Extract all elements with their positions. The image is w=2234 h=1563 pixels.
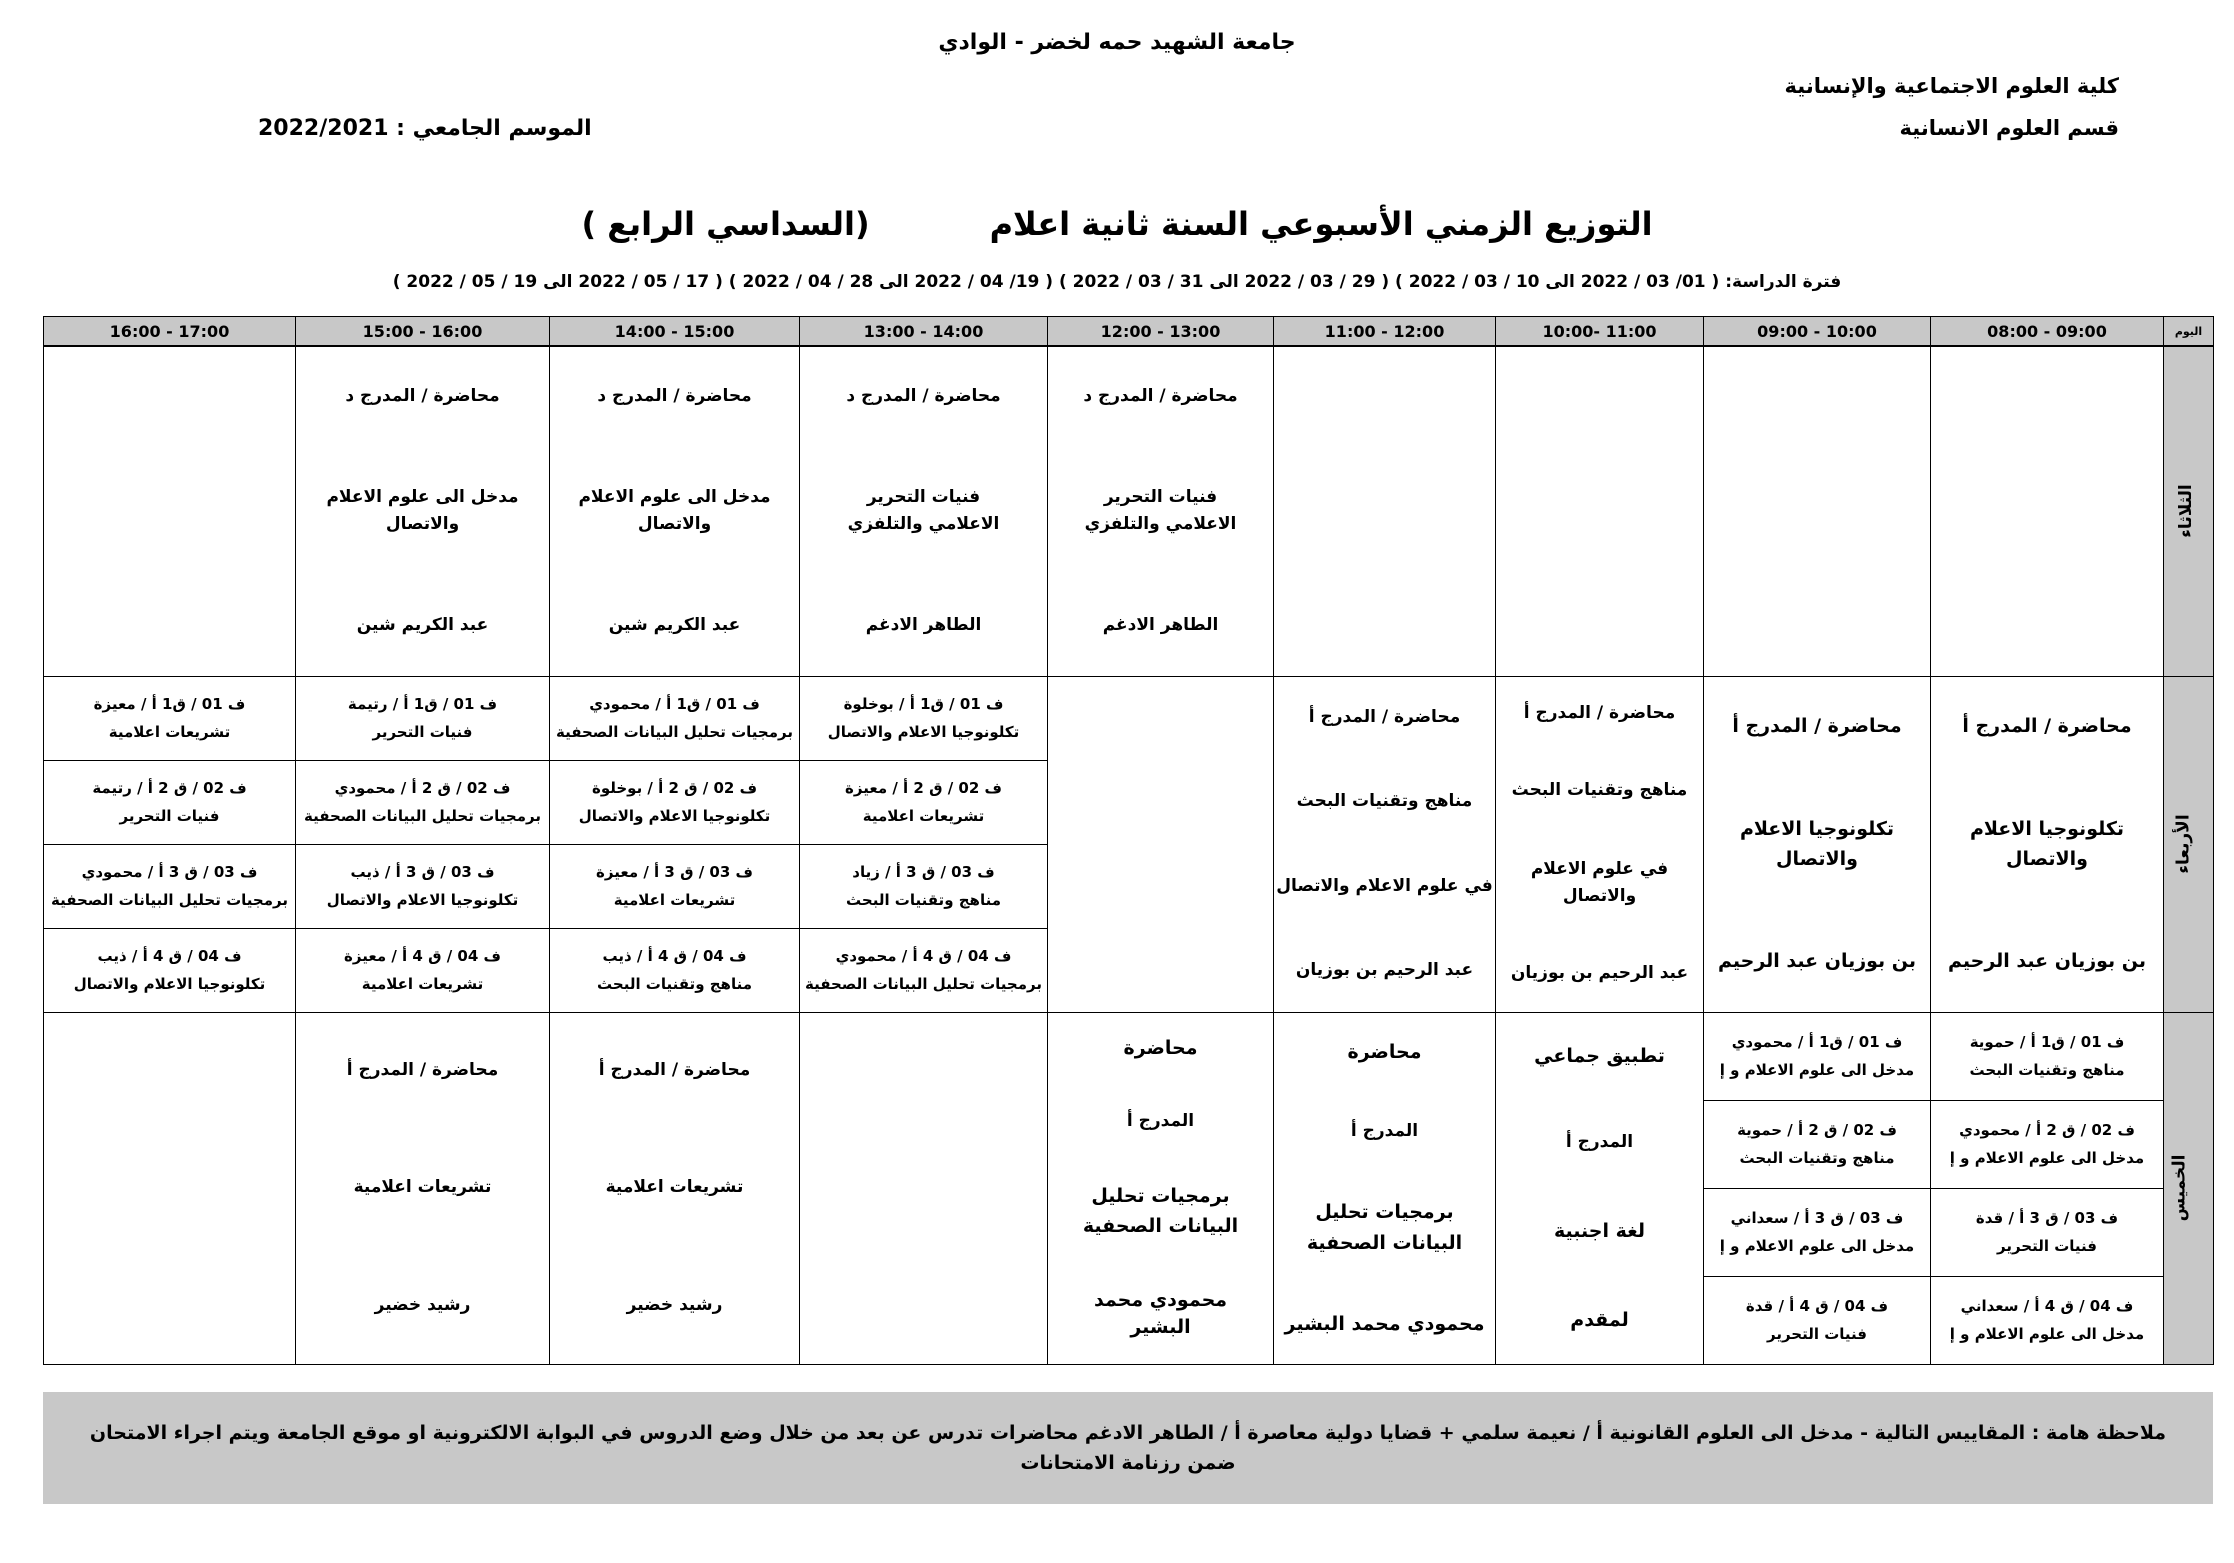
title-main: التوزيع الزمني الأسبوعي السنة ثانية اعلام xyxy=(989,205,1653,243)
lecture-type: محاضرة / المدرج أ xyxy=(1308,706,1461,727)
professor: رشيد خضير xyxy=(374,1294,471,1315)
professor: عبد الكريم شين xyxy=(356,614,489,635)
time-header-row xyxy=(44,317,2214,347)
wed-slot-7-group-4 xyxy=(550,928,800,1012)
university-name: جامعة الشهيد حمه لخضر - الوادي xyxy=(938,30,1296,55)
tue-slot-9 xyxy=(44,346,296,676)
time-slot-3: 11:00 -10:00 xyxy=(1496,317,1704,347)
lecture-type: محاضرة / المدرج أ xyxy=(346,1059,499,1080)
faculty-name: كلية العلوم الاجتماعية والإنسانية xyxy=(1784,74,2119,98)
time-slot-4: 12:00 - 11:00 xyxy=(1274,317,1496,347)
group-info: ف 03 / ق 3 أ / محمودي xyxy=(81,862,258,881)
subject-cont: البيانات الصحفية xyxy=(1306,1231,1463,1254)
subject: برمجيات تحليل xyxy=(1091,1184,1230,1207)
tue-slot-2 xyxy=(1704,346,1931,676)
professor-cont: البشير xyxy=(1130,1316,1191,1338)
subject: فنيات التحرير xyxy=(1103,487,1218,508)
day-thursday: الخميس xyxy=(2164,1012,2214,1364)
day-tuesday: الثلاثاء xyxy=(2164,346,2214,676)
tue-slot-6 xyxy=(800,346,1048,676)
wed-slot-7-group-1 xyxy=(550,676,800,760)
subject-cont: الاعلامي والتلفزي xyxy=(847,514,1000,535)
subject-cont: في علوم الاعلام والاتصال xyxy=(1530,859,1669,907)
professor: محمودي محمد البشير xyxy=(1284,1312,1485,1335)
lecture-type: محاضرة / المدرج أ xyxy=(1732,715,1902,738)
time-slot-9: 17:00 - 16:00 xyxy=(44,317,296,347)
subject: لغة اجنبية xyxy=(1554,1220,1645,1243)
group-subject: فنيات التحرير xyxy=(1767,1325,1867,1343)
group-subject: مدخل الى علوم الاعلام و إ xyxy=(1949,1149,2145,1167)
wed-slot-6-group-4 xyxy=(800,928,1048,1012)
professor: الطاهر الادغم xyxy=(1102,614,1219,635)
wed-slot-8-group-2 xyxy=(296,760,550,844)
subject-cont: والاتصال xyxy=(637,514,712,535)
group-info: ف 03 / ق 3 أ / سعداني xyxy=(1730,1208,1904,1227)
thu-slot-1-group-2 xyxy=(1931,1100,2164,1188)
room: المدرج أ xyxy=(1126,1110,1195,1131)
room: المدرج أ xyxy=(1350,1120,1419,1141)
subject: برمجيات تحليل xyxy=(1315,1201,1454,1224)
professor: محمودي محمد xyxy=(1093,1289,1228,1312)
group-info: ف 03 / ق 3 أ / زياد xyxy=(852,862,995,881)
lecture-type: تطبيق جماعي xyxy=(1534,1044,1665,1067)
group-subject: تشريعات اعلامية xyxy=(361,975,484,993)
thu-slot-8 xyxy=(296,1012,550,1364)
tue-slot-7 xyxy=(550,346,800,676)
group-info: ف 03 / ق 3 أ / قدة xyxy=(1975,1208,2119,1227)
wed-slot-7-group-3 xyxy=(550,844,800,928)
group-info: ف 04 / ق 4 أ / قدة xyxy=(1745,1296,1889,1315)
professor: بن بوزيان عبد الرحيم xyxy=(1717,950,1917,973)
subject: تشريعات اعلامية xyxy=(605,1177,744,1198)
thu-slot-7 xyxy=(550,1012,800,1364)
lecture-type: محاضرة xyxy=(1347,1040,1422,1063)
thu-slot-2-group-3 xyxy=(1704,1188,1931,1276)
wed-slot-8-group-4 xyxy=(296,928,550,1012)
group-info: ف 01 / ق1 أ / معيزة xyxy=(93,694,246,713)
group-subject: تشريعات اعلامية xyxy=(862,807,985,825)
thu-slot-4 xyxy=(1274,1012,1496,1364)
schedule-table xyxy=(43,316,2214,1365)
group-subject: تكلونوجيا الاعلام والاتصال xyxy=(73,975,266,993)
lecture-type: محاضرة / المدرج أ xyxy=(1523,703,1676,724)
group-info: ف 04 / ق 4 أ / محمودي xyxy=(835,946,1012,965)
professor: الطاهر الادغم xyxy=(865,614,982,635)
time-slot-6: 14:00 - 13:00 xyxy=(800,317,1048,347)
room: المدرج أ xyxy=(1565,1132,1634,1153)
tuesday-row xyxy=(44,346,2214,676)
thu-slot-2-group-2 xyxy=(1704,1100,1931,1188)
wed-slot-9-group-3 xyxy=(44,844,296,928)
department-name: قسم العلوم الانسانية xyxy=(1899,116,2119,140)
professor: عبد الكريم شين xyxy=(608,614,741,635)
wed-slot-3 xyxy=(1496,676,1704,1012)
lecture-type: محاضرة / المدرج د xyxy=(345,385,500,406)
lecture-type: محاضرة / المدرج د xyxy=(846,385,1001,406)
professor: لمقدم xyxy=(1570,1308,1629,1331)
group-info: ف 02 / ق 2 أ / بوخلوة xyxy=(591,778,758,797)
wed-slot-1 xyxy=(1931,676,2164,1012)
group-info: ف 03 / ق 3 أ / معيزة xyxy=(596,862,753,881)
group-subject: مناهج وتقنيات البحث xyxy=(1739,1149,1895,1167)
note-line-2: ضمن رزنامة الامتحانات xyxy=(1020,1452,1236,1474)
title-semester: (السداسي الرابع ) xyxy=(581,205,870,243)
thu-slot-9 xyxy=(44,1012,296,1364)
group-subject: تكلونوجيا الاعلام والاتصال xyxy=(827,723,1020,741)
wed-slot-2 xyxy=(1704,676,1931,1012)
study-period: فترة الدراسة: ( 01/ 03 / 2022 الى 10 / 03 / 2022 ) ( 29 / 03 / 2022 الى 31 / 03 / 2022 ) ( 19/ 04 / 2022 الى 28 / 04 / 2022 ) ( 17 / 05 / 2022 الى 19 / 05 / 2022 ) xyxy=(392,272,1842,292)
wed-slot-5 xyxy=(1048,676,1274,1012)
page-title xyxy=(0,205,2234,243)
professor: عبد الرحيم بن بوزيان xyxy=(1510,962,1689,983)
thu-slot-5 xyxy=(1048,1012,1274,1364)
professor: رشيد خضير xyxy=(626,1294,723,1315)
wed-slot-8-group-3 xyxy=(296,844,550,928)
group-info: ف 03 / ق 3 أ / ذيب xyxy=(350,862,495,881)
thu-slot-1-group-4 xyxy=(1931,1276,2164,1364)
subject: مناهج وتقنيات البحث xyxy=(1511,780,1688,801)
group-subject: تكلونوجيا الاعلام والاتصال xyxy=(578,807,771,825)
group-info: ف 02 / ق 2 أ / معيزة xyxy=(845,778,1002,797)
tue-slot-3 xyxy=(1496,346,1704,676)
group-info: ف 04 / ق 4 أ / معيزة xyxy=(344,946,501,965)
group-info: ف 01 / ق1 أ / محمودي xyxy=(1731,1032,1903,1051)
wed-slot-7-group-2 xyxy=(550,760,800,844)
day-column-header: اليوم xyxy=(2164,317,2214,347)
time-slot-1: 09:00 - 08:00 xyxy=(1931,317,2164,347)
group-info: ف 01 / ق1 أ / محمودي xyxy=(589,694,760,713)
subject-cont: الاعلامي والتلفزي xyxy=(1084,514,1237,535)
professor: بن بوزيان عبد الرحيم xyxy=(1947,950,2147,973)
thu-slot-2-group-4 xyxy=(1704,1276,1931,1364)
subject: تكلونوجيا الاعلام والاتصال xyxy=(1969,817,2125,870)
wed-slot-6-group-3 xyxy=(800,844,1048,928)
subject: فنيات التحرير xyxy=(866,487,981,508)
lecture-type: محاضرة / المدرج د xyxy=(597,385,752,406)
time-slot-5: 13:00 - 12:00 xyxy=(1048,317,1274,347)
lecture-type: محاضرة / المدرج د xyxy=(1083,385,1238,406)
group-subject: مناهج وتقنيات البحث xyxy=(846,891,1001,909)
group-info: ف 02 / ق 2 أ / محمودي xyxy=(334,778,511,797)
thu-slot-2-group-1 xyxy=(1704,1012,1931,1100)
subject-cont: البيانات الصحفية xyxy=(1082,1215,1239,1238)
thu-slot-3 xyxy=(1496,1012,1704,1364)
tue-slot-8 xyxy=(296,346,550,676)
group-info: ف 04 / ق 4 أ / ذيب xyxy=(602,946,747,965)
group-subject: مدخل الى علوم الاعلام و إ xyxy=(1719,1237,1915,1255)
group-subject: برمجيات تحليل البيانات الصحفية xyxy=(50,891,288,909)
group-subject: مدخل الى علوم الاعلام و إ xyxy=(1949,1325,2145,1343)
group-info: ف 01 / ق1 أ / حموية xyxy=(1969,1032,2125,1051)
group-info: ف 04 / ق 4 أ / ذيب xyxy=(97,946,242,965)
wednesday-row xyxy=(44,676,2214,760)
subject: مدخل الى علوم الاعلام xyxy=(578,487,771,508)
thursday-row xyxy=(44,1012,2214,1100)
group-subject: برمجيات تحليل البيانات الصحفية xyxy=(804,975,1042,993)
lecture-type: محاضرة / المدرج أ xyxy=(598,1059,751,1080)
thu-slot-1-group-3 xyxy=(1931,1188,2164,1276)
wed-slot-9-group-1 xyxy=(44,676,296,760)
professor: عبد الرحيم بن بوزيان xyxy=(1295,959,1474,980)
subject-cont: في علوم الاعلام والاتصال xyxy=(1276,876,1493,897)
group-subject: فنيات التحرير xyxy=(1997,1237,2097,1255)
time-slot-2: 10:00 - 09:00 xyxy=(1704,317,1931,347)
thu-slot-6 xyxy=(800,1012,1048,1364)
group-subject: تشريعات اعلامية xyxy=(108,723,231,741)
subject: مناهج وتقنيات البحث xyxy=(1296,790,1473,811)
group-subject: مناهج وتقنيات البحث xyxy=(597,975,752,993)
tue-slot-5 xyxy=(1048,346,1274,676)
group-info: ف 02 / ق 2 أ / رتيمة xyxy=(92,778,247,797)
group-info: ف 01 / ق1 أ / رتيمة xyxy=(347,694,498,713)
subject: تكلونوجيا الاعلام xyxy=(1739,817,1895,840)
academic-year: الموسم الجامعي : 2022/2021 xyxy=(258,116,592,141)
tue-slot-4 xyxy=(1274,346,1496,676)
group-subject: فنيات التحرير xyxy=(119,807,220,825)
wed-slot-8-group-1 xyxy=(296,676,550,760)
group-subject: فنيات التحرير xyxy=(372,723,473,741)
subject-cont: والاتصال xyxy=(385,514,460,535)
group-subject: برمجيات تحليل البيانات الصحفية xyxy=(303,807,541,825)
wed-slot-9-group-2 xyxy=(44,760,296,844)
group-subject: تشريعات اعلامية xyxy=(613,891,736,909)
group-info: ف 04 / ق 4 أ / سعداني xyxy=(1960,1296,2134,1315)
important-note xyxy=(43,1392,2213,1504)
wed-slot-4 xyxy=(1274,676,1496,1012)
tue-slot-1 xyxy=(1931,346,2164,676)
group-subject: برمجيات تحليل البيانات الصحفية xyxy=(555,723,793,741)
wed-slot-6-group-1 xyxy=(800,676,1048,760)
lecture-type: محاضرة / المدرج أ xyxy=(1962,715,2132,738)
wed-slot-9-group-4 xyxy=(44,928,296,1012)
time-slot-8: 16:00 - 15:00 xyxy=(296,317,550,347)
lecture-type: محاضرة xyxy=(1123,1037,1198,1060)
thu-slot-1-group-1 xyxy=(1931,1012,2164,1100)
group-subject: تكلونوجيا الاعلام والاتصال xyxy=(326,891,519,909)
group-info: ف 02 / ق 2 أ / محمودي xyxy=(1959,1120,2135,1139)
time-slot-7: 15:00 - 14:00 xyxy=(550,317,800,347)
group-subject: مناهج وتقنيات البحث xyxy=(1969,1061,2125,1079)
group-subject: مدخل الى علوم الاعلام و إ xyxy=(1719,1061,1915,1079)
group-info: ف 01 / ق1 أ / بوخلوة xyxy=(843,694,1004,713)
wed-slot-6-group-2 xyxy=(800,760,1048,844)
subject: تشريعات اعلامية xyxy=(353,1177,492,1198)
subject-cont: والاتصال xyxy=(1776,847,1858,870)
group-info: ف 02 / ق 2 أ / حموية xyxy=(1737,1120,1897,1139)
subject: مدخل الى علوم الاعلام xyxy=(326,487,519,508)
day-wednesday: الأربعاء xyxy=(2164,676,2214,1012)
note-line-1: ملاحظة هامة : المقاييس التالية - مدخل الى العلوم القانونية أ / نعيمة سلمي + قضايا دولية معاصرة أ / الطاهر الادغم محاضرات تدرس عن بعد من خلال وضع الدروس في البوابة الالكترونية او موقع الجامعة ويتم اجراء الامتحان xyxy=(89,1421,2167,1444)
